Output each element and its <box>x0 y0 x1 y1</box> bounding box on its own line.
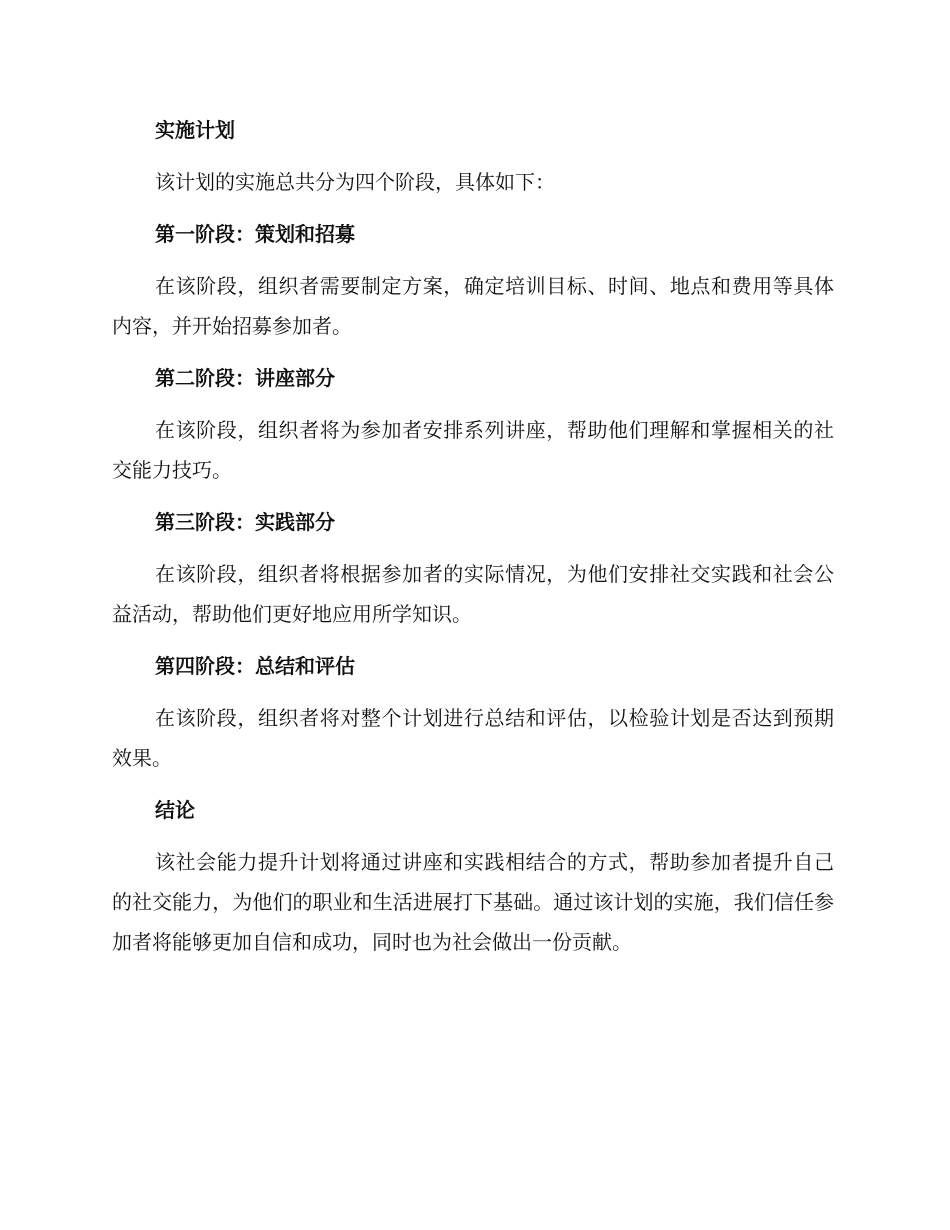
paragraph-stage-3: 在该阶段，组织者将根据参加者的实际情况，为他们安排社交实践和社会公益活动，帮助他们更好地应用所学知识。 <box>112 562 834 626</box>
section-heading-plan: 实施计划 <box>155 118 235 142</box>
section-heading-stage-1: 第一阶段：策划和招募 <box>155 222 355 246</box>
section-heading-stage-4: 第四阶段：总结和评估 <box>155 654 355 678</box>
section-heading-stage-3: 第三阶段：实践部分 <box>155 510 335 534</box>
document-body <box>112 110 834 974</box>
paragraph-stage-4: 在该阶段，组织者将对整个计划进行总结和评估，以检验计划是否达到预期效果。 <box>112 706 834 770</box>
paragraph-stage-1: 在该阶段，组织者需要制定方案，确定培训目标、时间、地点和费用等具体内容，并开始招募参加者。 <box>112 274 834 338</box>
paragraph-conclusion: 该社会能力提升计划将通过讲座和实践相结合的方式，帮助参加者提升自己的社交能力，为他们的职业和生活进展打下基础。通过该计划的实施，我们信任参加者将能够更加自信和成功，同时也为社会做出一份贡献。 <box>112 850 834 954</box>
section-heading-stage-2: 第二阶段：讲座部分 <box>155 366 335 390</box>
paragraph-stage-2: 在该阶段，组织者将为参加者安排系列讲座，帮助他们理解和掌握相关的社交能力技巧。 <box>112 418 834 482</box>
paragraph-intro: 该计划的实施总共分为四个阶段，具体如下： <box>155 170 555 194</box>
section-heading-conclusion: 结论 <box>155 798 195 822</box>
